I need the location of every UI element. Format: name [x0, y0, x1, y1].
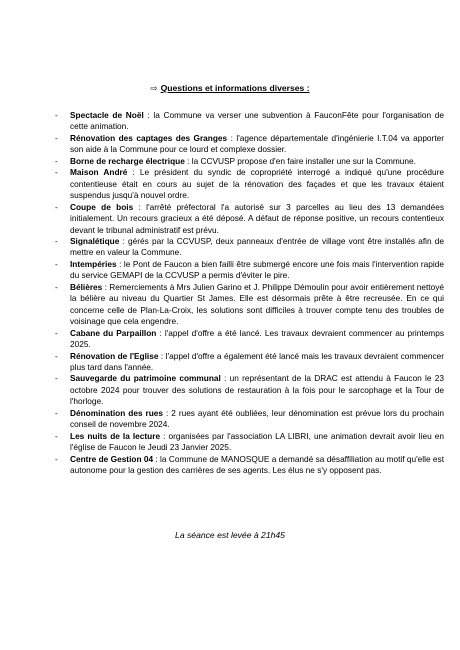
- list-item: [55, 407, 444, 431]
- item-label: Rénovation des captages des Granges: [70, 132, 228, 143]
- info-list: [55, 110, 444, 477]
- list-item: [55, 235, 444, 259]
- list-bullet: -: [55, 350, 58, 361]
- item-text: : le Pont de Faucon a bien failli être submergé encore une fois mais l'intervention rapide du service GEMAPI de la CCVUSP a permis d'éviter le pire.: [70, 258, 444, 281]
- item-label: Borne de recharge électrique: [70, 155, 185, 166]
- list-bullet: -: [55, 327, 58, 338]
- list-item: [55, 430, 444, 454]
- item-label: Coupe de bois: [70, 201, 134, 212]
- item-label: Dénomination des rues: [70, 407, 164, 418]
- item-label: Sauvegarde du patrimoine communal: [70, 373, 221, 384]
- list-bullet: -: [55, 201, 58, 212]
- list-bullet: -: [55, 407, 58, 418]
- item-label: Les nuits de la lecture: [70, 430, 161, 441]
- section-heading: [0, 83, 460, 93]
- list-item: [55, 201, 444, 236]
- list-item: [55, 373, 444, 407]
- list-bullet: -: [55, 373, 58, 384]
- closing-line: La séance est levée à 21h45: [175, 530, 285, 540]
- item-text: : l'arrêté préfectoral l'a autorisé sur 3 parcelles au lieu des 13 demandées initialement. Un recours gracieux a été déposé. A défaut de réponse positive, un recours contentieux devant le tribunal administratif est prévu.: [70, 201, 444, 235]
- item-text: : Le président du syndic de copropriété interrogé a indiqué qu'une procédure contentieuse était en cours au sujet de la rénovation des façades et que les travaux étaient suspendus jusqu'à nouvel ordre.: [70, 167, 444, 201]
- list-bullet: -: [55, 281, 58, 292]
- list-bullet: -: [55, 110, 58, 120]
- item-text: : Remerciements à Mrs Julien Garino et J. Philippe Démoulin pour avoir entièrement nettoyé la bélière au niveau du Quartier St James. Elle est désormais prête à être recreusée. En ce qui concerne celle de Plan-La-Croix, les solutions sont difficiles à trouver compte tenu des troubles de voisinage que cela engendre.: [70, 281, 444, 327]
- list-item: [55, 350, 444, 374]
- item-text: : 2 rues ayant été oubliées, leur dénomination est prévue lors du prochain conseil de novembre 2024.: [70, 407, 444, 430]
- list-bullet: -: [55, 430, 58, 441]
- list-bullet: -: [55, 235, 58, 246]
- list-item: [55, 327, 444, 351]
- item-label: Intempéries: [70, 258, 117, 269]
- item-text: : l'appel d'offre a été lancé. Les travaux devraient commencer au printemps 2025.: [70, 327, 444, 350]
- list-item: [55, 258, 444, 282]
- item-label: Cabane du Parpaillon: [70, 327, 157, 338]
- list-bullet: -: [55, 155, 58, 166]
- list-bullet: -: [55, 258, 58, 269]
- list-item: [55, 167, 444, 201]
- list-bullet: -: [55, 167, 58, 178]
- item-label: Centre de Gestion 04: [70, 453, 154, 464]
- item-label: Maison André: [70, 167, 128, 178]
- item-text: : organisées par l'association LA LIBRI, une animation devrait avoir lieu en l'église de Faucon le Jeudi 23 Janvier 2025.: [70, 430, 444, 453]
- item-text: : la CCVUSP propose d'en faire installer une sur la Commune.: [184, 155, 416, 166]
- section-title: Questions et informations diverses :: [160, 83, 310, 93]
- item-text: : l'appel d'offre a également été lancé mais les travaux devraient commencer plus tard dans l'année.: [70, 350, 444, 372]
- list-item: [55, 281, 444, 328]
- list-bullet: -: [55, 453, 58, 464]
- item-text: : un représentant de la DRAC est attendu à Faucon le 23 octobre 2024 pour trouver des solutions de restauration à la fois pour le sarcophage et la Tour de l'horloge.: [70, 373, 444, 407]
- list-item: [55, 453, 444, 477]
- item-text: : la Commune va verser une subvention à FauconFête pour l'organisation de cette animation.: [70, 110, 444, 132]
- item-label: Bélières: [70, 281, 103, 292]
- list-item: [55, 110, 444, 133]
- list-item: [55, 155, 444, 167]
- item-label: Spectacle de Noël: [70, 110, 144, 120]
- list-item: [55, 132, 444, 156]
- list-bullet: -: [55, 132, 58, 143]
- item-label: Signalétique: [70, 235, 120, 246]
- arrow-right-outline-icon: ⇨: [150, 83, 158, 93]
- item-label: Rénovation de l'Eglise: [70, 350, 159, 361]
- item-text: : gérés par la CCVUSP, deux panneaux d'entrée de village vont être installés afin de mettre en valeur la Commune.: [70, 235, 444, 258]
- item-text: : l'agence départementale d'ingénierie I.T.04 va apporter son aide à la Commune pour ce lourd et complexe dossier.: [70, 132, 444, 155]
- item-text: : la Commune de MANOSQUE a demandé sa désaffiliation au motif qu'elle est autonome pour la gestion des carrières de ses agents. Les élus ne s'y opposent pas.: [70, 453, 444, 476]
